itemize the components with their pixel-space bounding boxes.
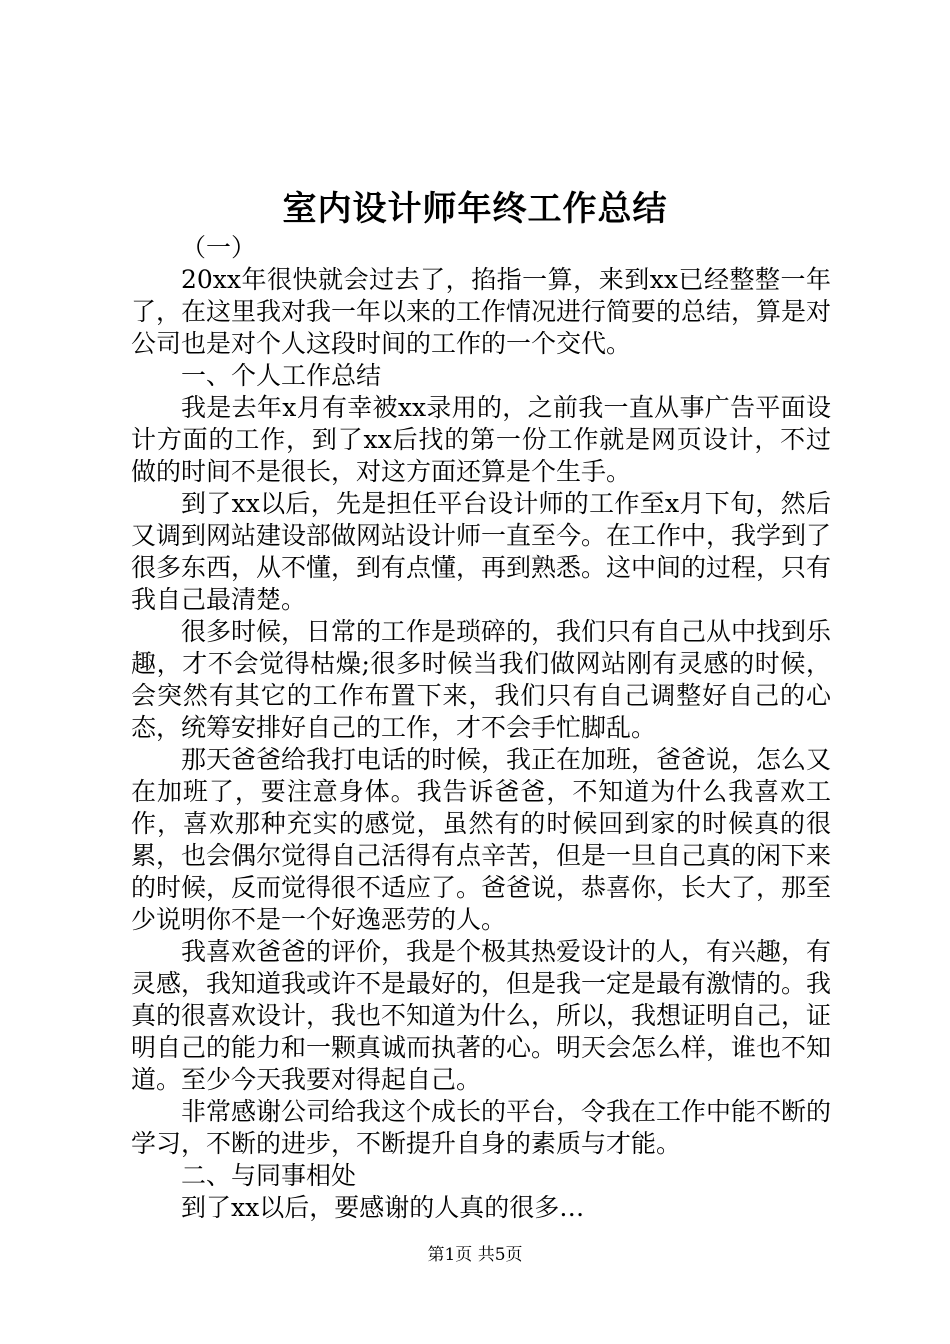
document-body — [131, 232, 831, 1224]
paragraph: 非常感谢公司给我这个成长的平台，令我在工作中能不断的学习，不断的进步，不断提升自身的素质与才能。 — [131, 1097, 832, 1158]
section-heading: 二、与同事相处 — [181, 1161, 357, 1190]
paragraph: 我是去年x月有幸被xx录用的，之前我一直从事广告平面设计方面的工作，到了xx后找的第一份工作就是网页设计，不过做的时间不是很长，对这方面还算是个生手。 — [131, 393, 831, 486]
section-heading: 一、个人工作总结 — [181, 361, 382, 390]
page-number: 第1页 共5页 — [427, 1245, 523, 1265]
paragraph: 到了xx以后，先是担任平台设计师的工作至x月下旬，然后又调到网站建设部做网站设计师一直至今。在工作中，我学到了很多东西，从不懂，到有点懂，再到熟悉。这中间的过程，只有我自己最清楚。 — [131, 489, 832, 614]
paragraph: 那天爸爸给我打电话的时候，我正在加班，爸爸说，怎么又在加班了，要注意身体。我告诉爸爸，不知道为什么我喜欢工作，喜欢那种充实的感觉，虽然有的时候回到家的时候真的很累，也会偶尔觉得自己活得有点辛苦，但是一旦自己真的闲下来的时候，反而觉得很不适应了。爸爸说，恭喜你，长大了，那至少说明你不是一个好逸恶劳的人。 — [131, 745, 832, 934]
document-title: 室内设计师年终工作总结 — [282, 189, 668, 229]
part-marker: （一） — [181, 233, 257, 262]
paragraph: 我喜欢爸爸的评价，我是个极其热爱设计的人，有兴趣，有灵感，我知道我或许不是最好的，但是我一定是最有激情的。我真的很喜欢设计，我也不知道为什么，所以，我想证明自己，证明自己的能力和一颗真诚而执著的心。明天会怎么样，谁也不知道。至少今天我要对得起自己。 — [131, 937, 832, 1094]
paragraph: 到了xx以后，要感谢的人真的很多… — [181, 1193, 585, 1222]
paragraph: 很多时候，日常的工作是琐碎的，我们只有自己从中找到乐趣，才不会觉得枯燥;很多时候当我们做网站刚有灵感的时候，会突然有其它的工作布置下来，我们只有自己调整好自己的心态，统筹安排好自己的工作，才不会手忙脚乱。 — [131, 617, 832, 742]
paragraph: 20xx年很快就会过去了，掐指一算，来到xx已经整整一年了，在这里我对我一年以来的工作情况进行简要的总结，算是对公司也是对个人这段时间的工作的一个交代。 — [131, 265, 832, 358]
